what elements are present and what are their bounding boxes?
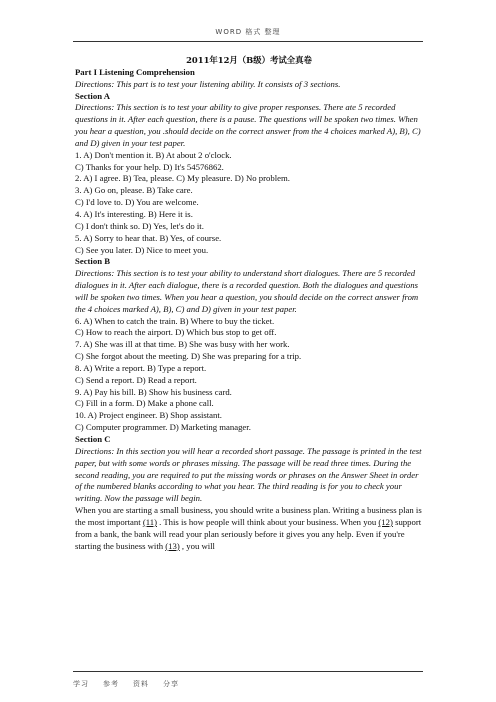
question-line: C) How to reach the airport. D) Which bus stop to get off. (75, 327, 277, 338)
footer-word: 资料 (133, 680, 149, 688)
footer-word: 分享 (163, 680, 179, 688)
question-line: C) Computer programmer. D) Marketing manager. (75, 422, 251, 433)
passage-text: When you are starting a small business, you should write a business plan. Writing a business plan is the most important (11) . This is how people will think about your business. When you (12) support from a bank, the bank will read your plan seriously before it gives you any help. Even if you're starting the business with (13) , you will (75, 505, 422, 551)
section-b-items (75, 316, 423, 434)
part-heading: Part I Listening Comprehension (75, 66, 195, 77)
question-line: 5. A) Sorry to hear that. B) Yes, of course. (75, 232, 222, 243)
header-rule (73, 41, 423, 42)
part-directions: Directions: This part is to test your listening ability. It consists of 3 sections. (75, 78, 341, 89)
footer-rule (73, 671, 423, 672)
page-footer (73, 679, 193, 689)
page-header: WORD 格式 整理 (215, 28, 281, 36)
question-line: 2. A) I agree. B) Tea, please. C) My pleasure. D) No problem. (75, 173, 290, 184)
question-line: C) I'd love to. D) You are welcome. (75, 197, 199, 208)
question-line: C) I don't think so. D) Yes, let's do it. (75, 220, 204, 231)
question-line: 10. A) Project engineer. B) Shop assistant. (75, 410, 222, 421)
section-c-directions: Directions: In this section you will hear a recorded short passage. The passage is printed in the test paper, but with some words or phrases missing. The passage will be read three times. During the second reading, you are required to put the missing words or phrases on the Answer Sheet in order of the numbered blanks according to what you hear. The third reading is for you to check your writing. Now the passage will begin. (75, 445, 422, 504)
footer-word: 参考 (103, 680, 119, 688)
section-b-directions: Directions: This section is to test your ability to understand short dialogues. There are 5 recorded dialogues in it. After each dialogue, there is a recorded question. Both the dialogues and questions will be spoken two times. When you hear a question, you should decide on the correct answer from the 4 choices marked A), B), C) and D) given in your test paper. (75, 268, 419, 314)
question-line: C) Send a report. D) Read a report. (75, 374, 197, 385)
document-body (75, 55, 423, 552)
question-line: C) Fill in a form. D) Make a phone call. (75, 398, 214, 409)
section-b-heading: Section B (75, 256, 110, 267)
question-line: 8. A) Write a report. B) Type a report. (75, 362, 207, 373)
blank-11: (11) (142, 516, 157, 527)
section-a-heading: Section A (75, 90, 110, 101)
blank-12: (12) (378, 516, 393, 527)
blank-13: (13) (165, 540, 180, 551)
question-line: 1. A) Don't mention it. B) At about 2 o'clock. (75, 149, 232, 160)
section-a-items (75, 150, 423, 257)
question-line: 6. A) When to catch the train. B) Where to buy the ticket. (75, 315, 275, 326)
question-line: C) She forgot about the meeting. D) She was preparing for a trip. (75, 351, 302, 362)
question-line: C) See you later. D) Nice to meet you. (75, 244, 209, 255)
question-line: 3. A) Go on, please. B) Take care. (75, 185, 193, 196)
question-line: 4. A) It's interesting. B) Here it is. (75, 208, 193, 219)
question-line: C) Thanks for your help. D) It's 54576862. (75, 161, 224, 172)
section-c-heading: Section C (75, 434, 111, 444)
section-a-directions: Directions: This section is to test your ability to give proper responses. There ate 5 recorded questions in it. After each question, there is a pause. The questions will be spoken two times. When you hear a question, you .should decide on the correct answer from the 4 choices marked A), B), C) and D) given in your test paper. (75, 102, 421, 148)
question-line: 7. A) She was ill at that time. B) She was busy with her work. (75, 339, 290, 350)
footer-word: 学习 (73, 680, 89, 688)
page-title: 2011年12月（B级）考试全真卷 (186, 55, 312, 65)
question-line: 9. A) Pay his bill. B) Show his business card. (75, 386, 232, 397)
